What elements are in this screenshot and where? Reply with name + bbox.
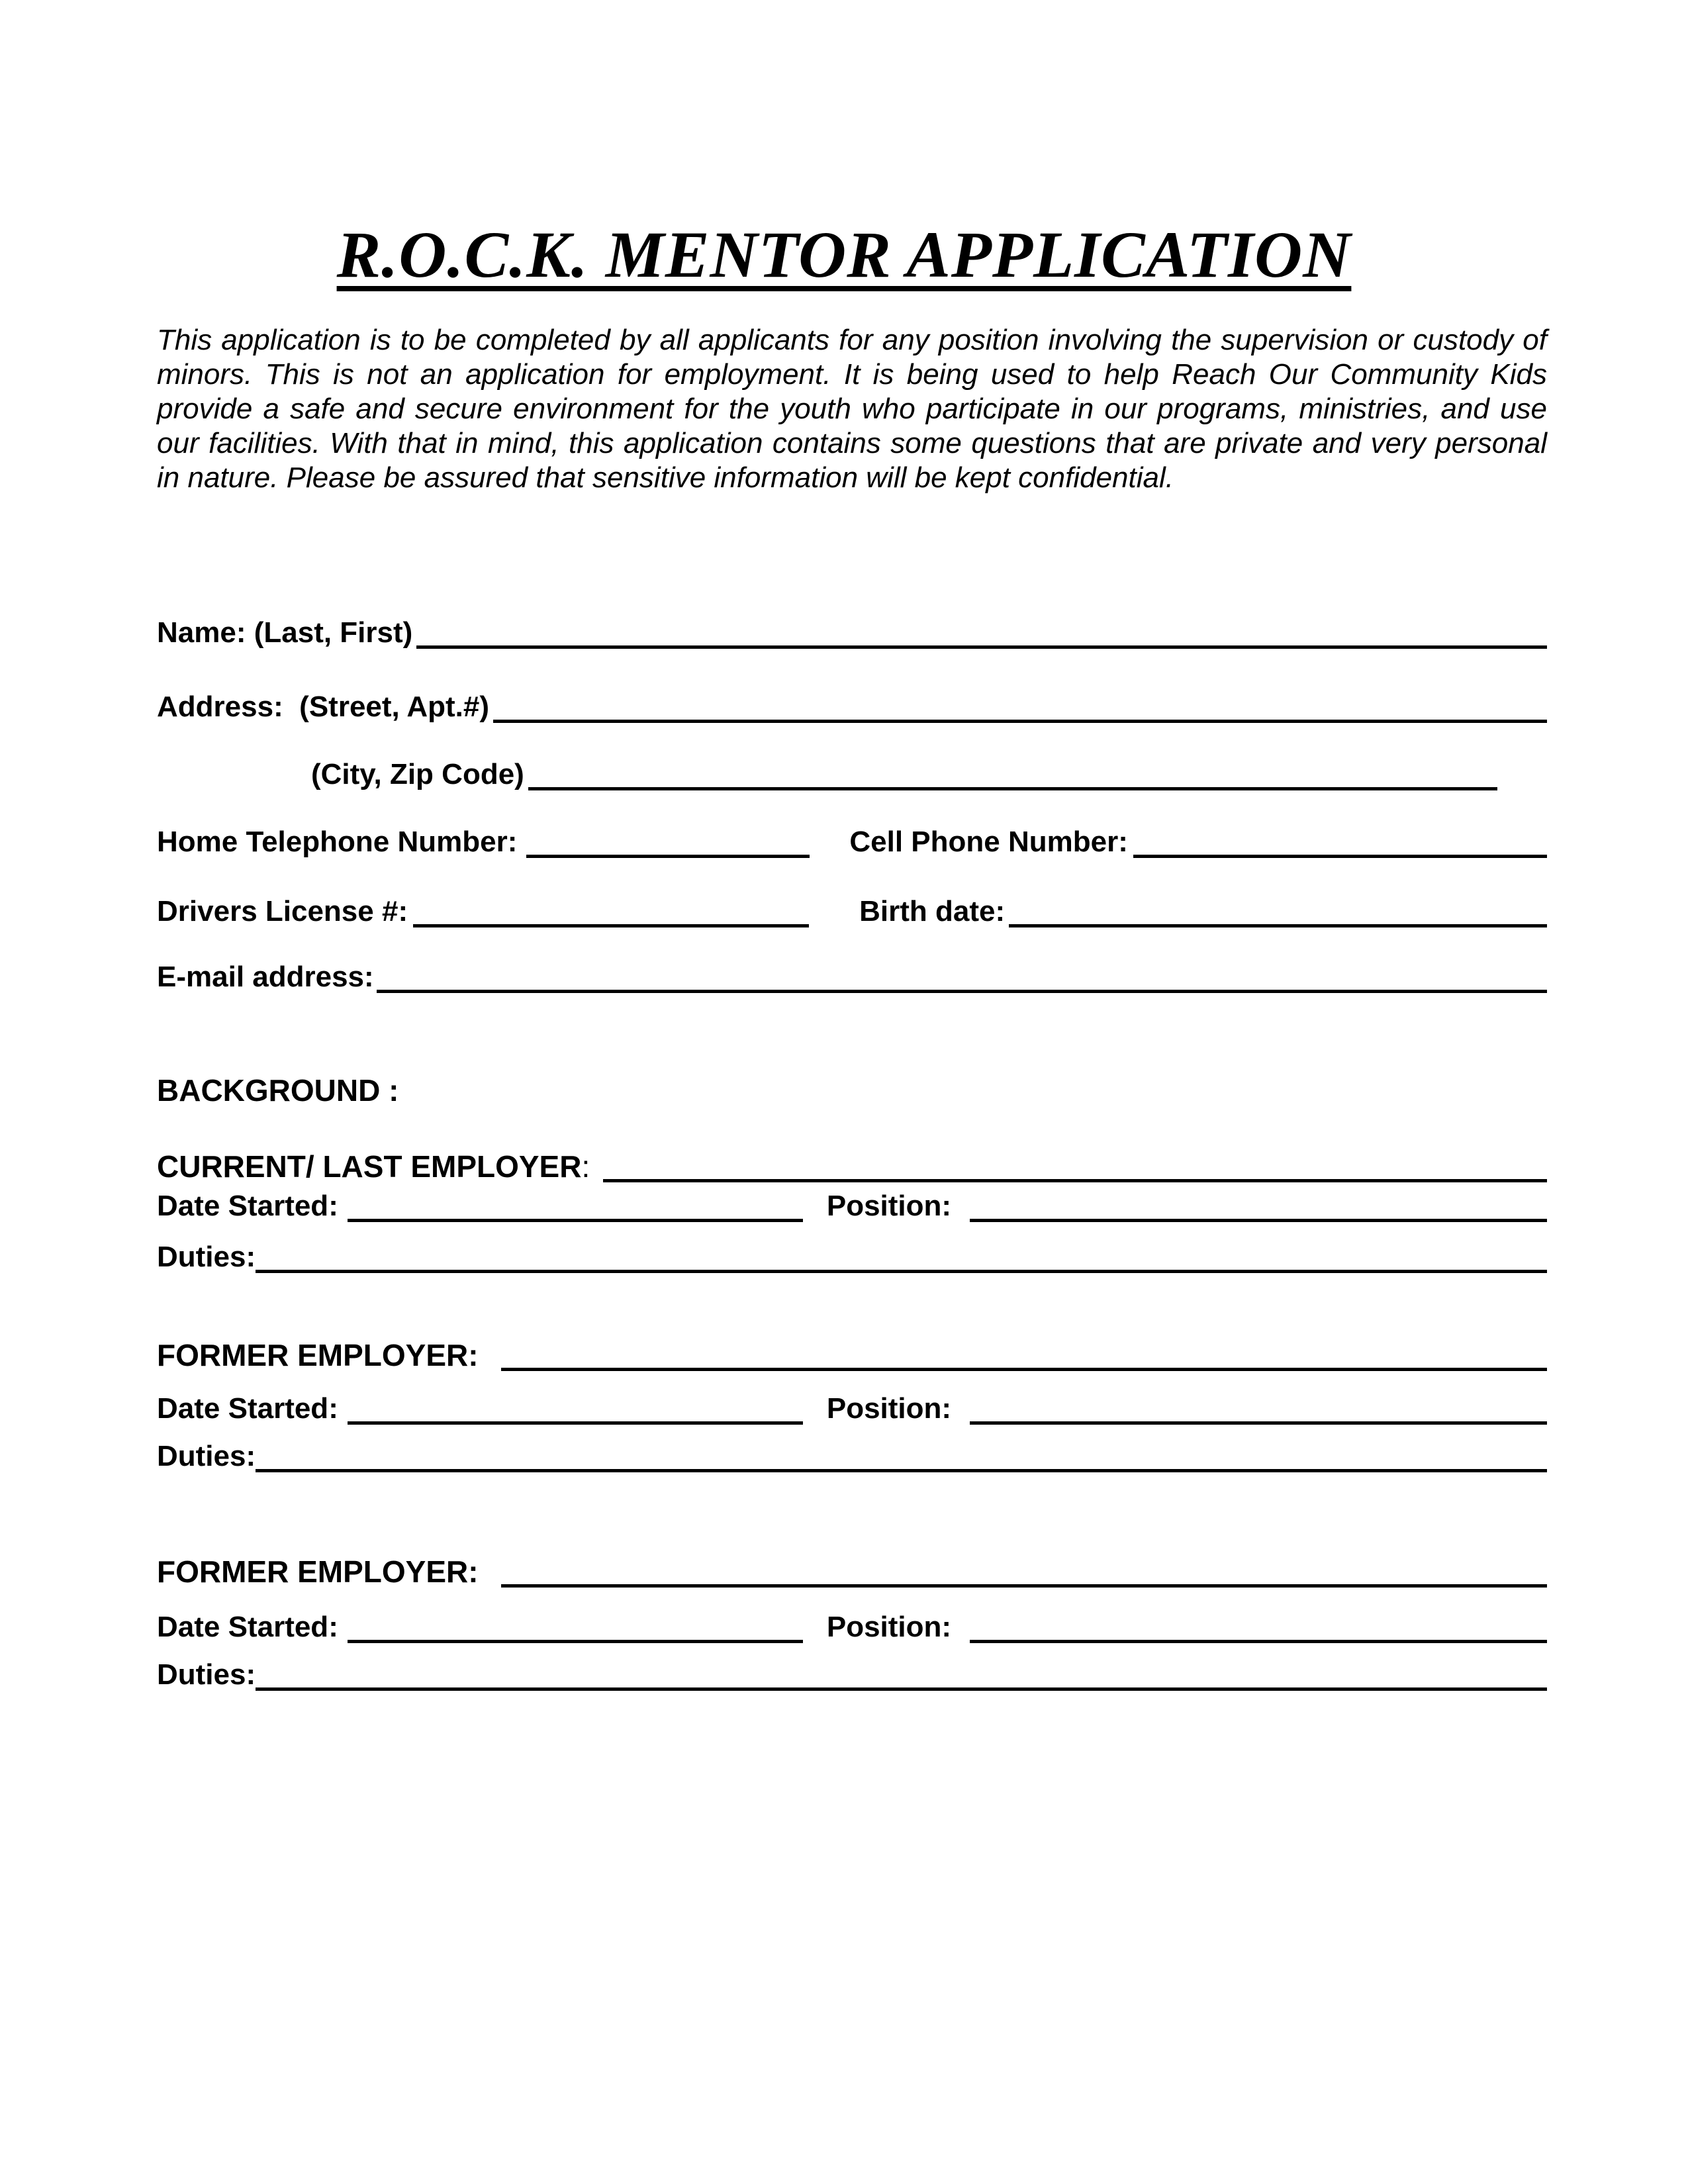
background-heading-label: BACKGROUND : xyxy=(157,1073,399,1108)
cell-phone-label: Cell Phone Number: xyxy=(849,826,1128,858)
current-employer-date-position-row xyxy=(157,1188,1547,1225)
date-started-label: Date Started: xyxy=(157,1190,338,1222)
address-city-field-row xyxy=(157,756,1547,793)
email-field-row xyxy=(157,959,1547,996)
former-employer-1-label: FORMER EMPLOYER: xyxy=(157,1338,479,1372)
date-started-fill-line[interactable] xyxy=(348,1640,803,1643)
date-started-label: Date Started: xyxy=(157,1392,338,1425)
date-started-label: Date Started: xyxy=(157,1611,338,1643)
address-street-field-row xyxy=(157,688,1547,726)
duties-fill-line[interactable] xyxy=(256,1469,1547,1472)
name-fill-line[interactable] xyxy=(416,645,1547,649)
cell-phone-fill-line[interactable] xyxy=(1133,855,1547,858)
former-employer-1-row xyxy=(157,1337,1547,1374)
form-title xyxy=(0,218,1688,291)
position-label: Position: xyxy=(826,1190,952,1222)
home-phone-label: Home Telephone Number: xyxy=(157,826,518,858)
date-started-fill-line[interactable] xyxy=(348,1421,803,1425)
birth-date-label: Birth date: xyxy=(859,895,1006,927)
drivers-license-label: Drivers License #: xyxy=(157,895,408,927)
position-fill-line[interactable] xyxy=(970,1219,1547,1222)
position-fill-line[interactable] xyxy=(970,1640,1547,1643)
position-fill-line[interactable] xyxy=(970,1421,1547,1425)
former-employer-2-label: FORMER EMPLOYER: xyxy=(157,1554,479,1589)
duties-label: Duties: xyxy=(157,1241,256,1273)
home-phone-fill-line[interactable] xyxy=(526,855,810,858)
address-street-fill-line[interactable] xyxy=(493,720,1547,723)
duties-label: Duties: xyxy=(157,1440,256,1472)
former-employer-1-fill-line[interactable] xyxy=(501,1368,1547,1371)
drivers-license-fill-line[interactable] xyxy=(413,924,809,927)
address-city-label: (City, Zip Code) xyxy=(311,758,524,790)
position-label: Position: xyxy=(826,1611,952,1643)
current-employer-fill-line[interactable] xyxy=(603,1179,1547,1182)
phone-numbers-field-row xyxy=(157,824,1547,861)
former-employer-2-row xyxy=(157,1553,1547,1590)
duties-label: Duties: xyxy=(157,1658,256,1691)
address-street-label: Address: (Street, Apt.#) xyxy=(157,690,490,723)
former-employer-2-duties-row xyxy=(157,1656,1547,1693)
name-label: Name: (Last, First) xyxy=(157,616,413,649)
former-employer-1-date-position-row xyxy=(157,1390,1547,1427)
email-fill-line[interactable] xyxy=(377,990,1547,993)
email-label: E-mail address: xyxy=(157,961,374,993)
former-employer-2-date-position-row xyxy=(157,1609,1547,1646)
former-employer-2-fill-line[interactable] xyxy=(501,1584,1547,1588)
intro-paragraph: This application is to be completed by all applicants for any position involving the supervision or custody of minors. This is not an application for employment. It is being used to help Reach Our Community Kids provide a safe and secure environment for the youth who participate in our programs, ministries, and use our facilities. With that in mind, this application contains some questions that are private and very personal in nature. Please be assured that sensitive information will be kept confidential. xyxy=(157,324,1547,494)
current-employer-colon: : xyxy=(581,1149,590,1184)
date-started-fill-line[interactable] xyxy=(348,1219,803,1222)
current-employer-row xyxy=(157,1148,1547,1185)
former-employer-1-duties-row xyxy=(157,1438,1547,1475)
background-section-heading xyxy=(157,1072,1547,1109)
address-city-fill-line[interactable] xyxy=(528,787,1497,790)
duties-fill-line[interactable] xyxy=(256,1687,1547,1691)
position-label: Position: xyxy=(826,1392,952,1425)
current-employer-label: CURRENT/ LAST EMPLOYER xyxy=(157,1149,582,1184)
current-employer-duties-row xyxy=(157,1239,1547,1276)
name-field-row xyxy=(157,614,1547,651)
form-title-text: R.O.C.K. MENTOR APPLICATION xyxy=(336,218,1352,291)
license-birthdate-field-row xyxy=(157,893,1547,930)
duties-fill-line[interactable] xyxy=(256,1270,1547,1273)
birth-date-fill-line[interactable] xyxy=(1009,924,1547,927)
